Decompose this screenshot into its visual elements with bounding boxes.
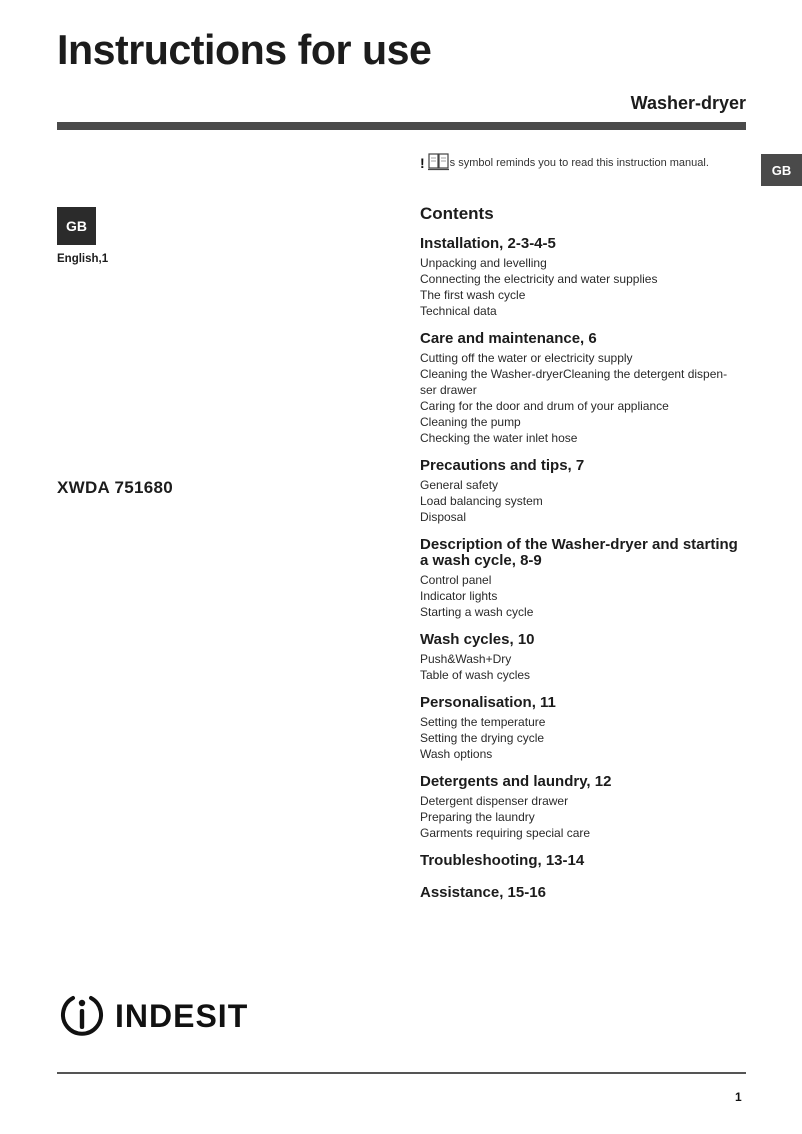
brand-logo bbox=[57, 989, 248, 1044]
page-number: 1 bbox=[735, 1090, 742, 1104]
toc-section-title[interactable]: Wash cycles, 10 bbox=[420, 631, 535, 648]
toc-section-troubleshooting bbox=[420, 853, 750, 869]
toc-item[interactable]: Setting the drying cycle bbox=[420, 731, 545, 745]
toc-item[interactable]: Caring for the door and drum of your appliance bbox=[420, 399, 669, 413]
toc-item[interactable]: Garments requiring special care bbox=[420, 826, 591, 840]
toc-item[interactable]: Preparing the laundry bbox=[420, 810, 535, 824]
contents-heading: Contents bbox=[420, 204, 494, 223]
language-side-tab[interactable]: GB bbox=[761, 154, 802, 186]
toc-section-care bbox=[420, 331, 750, 446]
toc-section-title[interactable]: Description of the Washer-dryer and starting a wash cycle, 8-9 bbox=[420, 536, 738, 569]
toc-section-detergents bbox=[420, 774, 750, 841]
toc-item[interactable]: Unpacking and levelling bbox=[420, 256, 547, 270]
toc-item[interactable]: The first wash cycle bbox=[420, 288, 526, 302]
toc-section-title[interactable]: Detergents and laundry, 12 bbox=[420, 773, 612, 790]
toc-item[interactable]: Wash options bbox=[420, 747, 493, 761]
toc-item[interactable]: Detergent dispenser drawer bbox=[420, 794, 569, 808]
toc-item[interactable]: Connecting the electricity and water supplies bbox=[420, 272, 658, 286]
page-title: Instructions for use bbox=[57, 26, 432, 73]
brand-name: INDESIT bbox=[115, 998, 249, 1034]
toc-section-title[interactable]: Care and maintenance, 6 bbox=[420, 330, 597, 347]
toc-section-personalisation bbox=[420, 695, 750, 762]
toc-item[interactable]: Cleaning the Washer-dryerCleaning the detergent dispen- bbox=[420, 367, 728, 381]
toc-item[interactable]: Push&Wash+Dry bbox=[420, 652, 512, 666]
toc-item[interactable]: Table of wash cycles bbox=[420, 668, 531, 682]
model-number: XWDA 751680 bbox=[57, 478, 174, 497]
toc-item[interactable]: Starting a wash cycle bbox=[420, 605, 534, 619]
toc-item[interactable]: Indicator lights bbox=[420, 589, 498, 603]
toc-section-description bbox=[420, 537, 750, 620]
toc-section-assistance bbox=[420, 885, 750, 901]
toc-item[interactable]: Load balancing system bbox=[420, 494, 543, 508]
toc-section-title[interactable]: Precautions and tips, 7 bbox=[420, 457, 585, 474]
manual-notice bbox=[420, 155, 709, 171]
toc-item[interactable]: Checking the water inlet hose bbox=[420, 431, 578, 445]
indesit-logo-icon bbox=[57, 989, 107, 1044]
toc-item[interactable]: Setting the temperature bbox=[420, 715, 546, 729]
language-badge: GB bbox=[57, 207, 96, 245]
toc-item[interactable]: General safety bbox=[420, 478, 499, 492]
toc-section-title[interactable]: Personalisation, 11 bbox=[420, 694, 556, 711]
toc-section-title[interactable]: Installation, 2-3-4-5 bbox=[420, 235, 556, 252]
table-of-contents bbox=[420, 204, 750, 917]
toc-section-precautions bbox=[420, 458, 750, 525]
notice-text: s symbol reminds you to read this instruction manual. bbox=[449, 157, 709, 169]
book-icon bbox=[428, 153, 450, 169]
header-divider bbox=[57, 122, 746, 130]
toc-section-title[interactable]: Troubleshooting, 13-14 bbox=[420, 852, 585, 869]
toc-section-installation bbox=[420, 236, 750, 319]
toc-section-wash-cycles bbox=[420, 632, 750, 683]
toc-item[interactable]: ser drawer bbox=[420, 383, 477, 397]
toc-item[interactable]: Cleaning the pump bbox=[420, 415, 521, 429]
toc-item[interactable]: Cutting off the water or electricity supply bbox=[420, 351, 633, 365]
exclamation-icon: ! bbox=[420, 155, 425, 171]
language-label: English,1 bbox=[57, 253, 109, 265]
product-type: Washer-dryer bbox=[630, 93, 746, 113]
toc-item[interactable]: Technical data bbox=[420, 304, 497, 318]
footer-divider bbox=[57, 1072, 746, 1074]
toc-item[interactable]: Control panel bbox=[420, 573, 492, 587]
toc-section-title[interactable]: Assistance, 15-16 bbox=[420, 884, 546, 901]
toc-item[interactable]: Disposal bbox=[420, 510, 467, 524]
